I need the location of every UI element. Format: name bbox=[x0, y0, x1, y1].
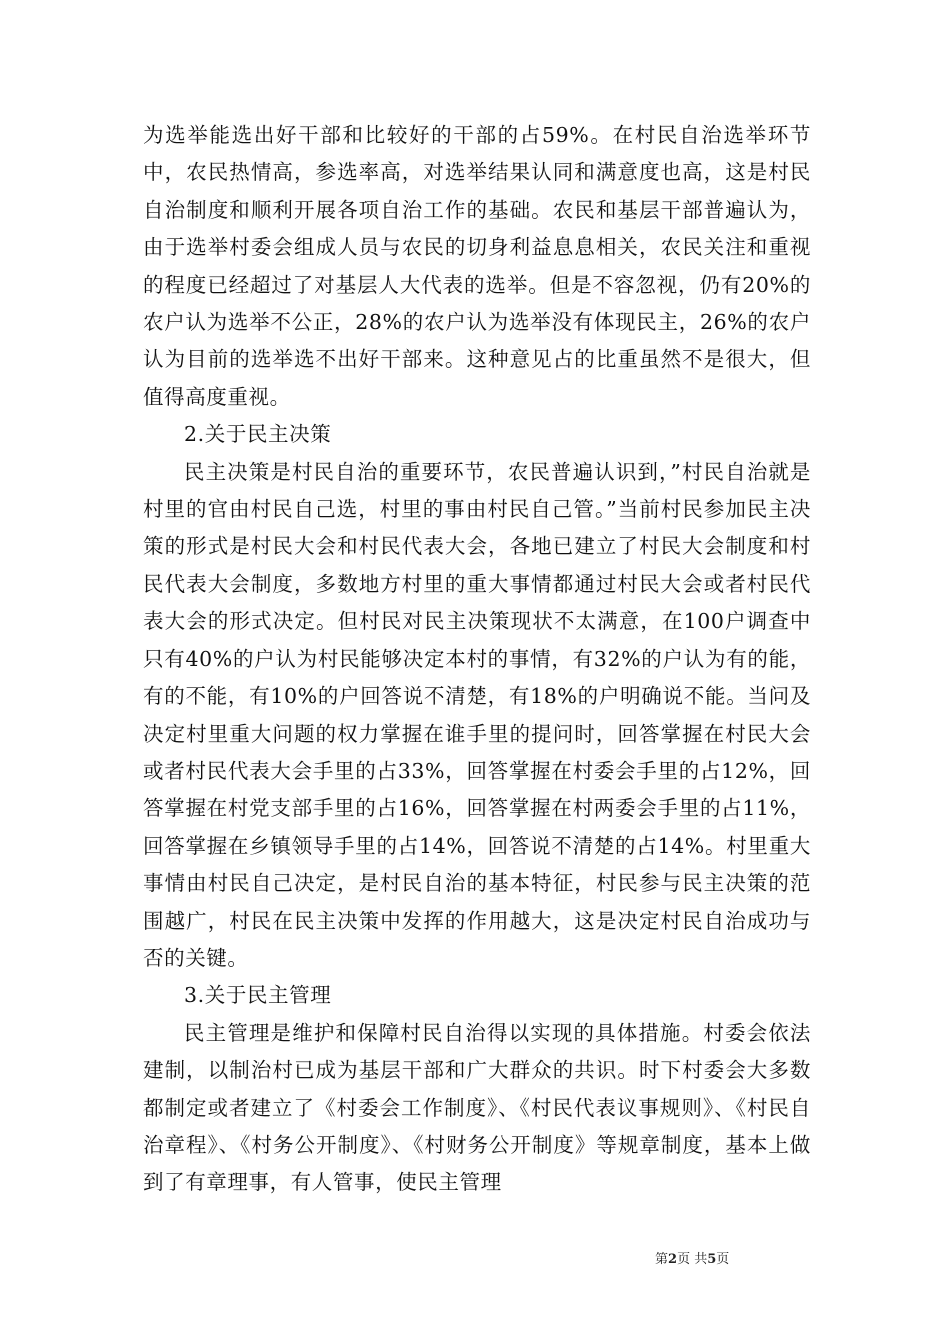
section-heading-democratic-decision: 2.关于民主决策 bbox=[184, 422, 332, 447]
total-pages-number: 5 bbox=[707, 1252, 717, 1267]
footer-prefix: 第 bbox=[655, 1252, 669, 1267]
paragraph-election-results: 为选举能选出好干部和比较好的干部的占59%。在村民自治选举环节中，农民热情高，参选率高，对选举结果认同和满意度也高，这是村民自治制度和顺利开展各项自治工作的基础。农民和基层干部普遍认为，由于选举村委会组成人员与农民的切身利益息息相关，农民关注和重视的程度已经超过了对基层人大代表的选举。但是不容忽视，仍有20%的农户认为选举不公正，28%的农户认为选举没有体现民主，26%的农户认为目前的选举选不出好干部来。这种意见占的比重虽然不是很大，但值得高度重视。 bbox=[143, 123, 811, 409]
section-heading-democratic-management: 3.关于民主管理 bbox=[184, 983, 332, 1008]
current-page-number: 2 bbox=[668, 1252, 678, 1267]
paragraph-democratic-management: 民主管理是维护和保障村民自治得以实现的具体措施。村委会依法建制，以制治村已成为基层干部和广大群众的共识。时下村委会大多数都制定或者建立了《村委会工作制度》、《村民代表议事规则》、《村民自治章程》、《村务公开制度》、《村财务公开制度》等规章制度，基本上做到了有章理事，有人管事，使民主管理 bbox=[143, 1020, 811, 1195]
paragraph-democratic-decision: 民主决策是村民自治的重要环节，农民普遍认识到，”村民自治就是村里的官由村民自己选，村里的事由村民自己管。”当前村民参加民主决策的形式是村民大会和村民代表大会，各地已建立了村民大会制度和村民代表大会制度，多数地方村里的重大事情都通过村民大会或者村民代表大会的形式决定。但村民对民主决策现状不太满意，在100户调查中只有40%的户认为村民能够决定本村的事情，有32%的户认为有的能，有的不能，有10%的户回答说不清楚，有18%的户明确说不能。当问及决定村里重大问题的权力掌握在谁手里的提问时，回答掌握在村民大会或者村民代表大会手里的占33%，回答掌握在村委会手里的占12%，回答掌握在村党支部手里的占16%，回答掌握在村两委会手里的占11%，回答掌握在乡镇领导手里的占14%，回答说不清楚的占14%。村里重大事情由村民自己决定，是村民自治的基本特征，村民参与民主决策的范围越广，村民在民主决策中发挥的作用越大，这是决定村民自治成功与否的关键。 bbox=[143, 459, 811, 970]
document-body bbox=[143, 117, 811, 1202]
page-number-footer bbox=[655, 1248, 729, 1267]
footer-middle: 页 共 bbox=[677, 1252, 708, 1267]
footer-suffix: 页 bbox=[716, 1252, 730, 1267]
